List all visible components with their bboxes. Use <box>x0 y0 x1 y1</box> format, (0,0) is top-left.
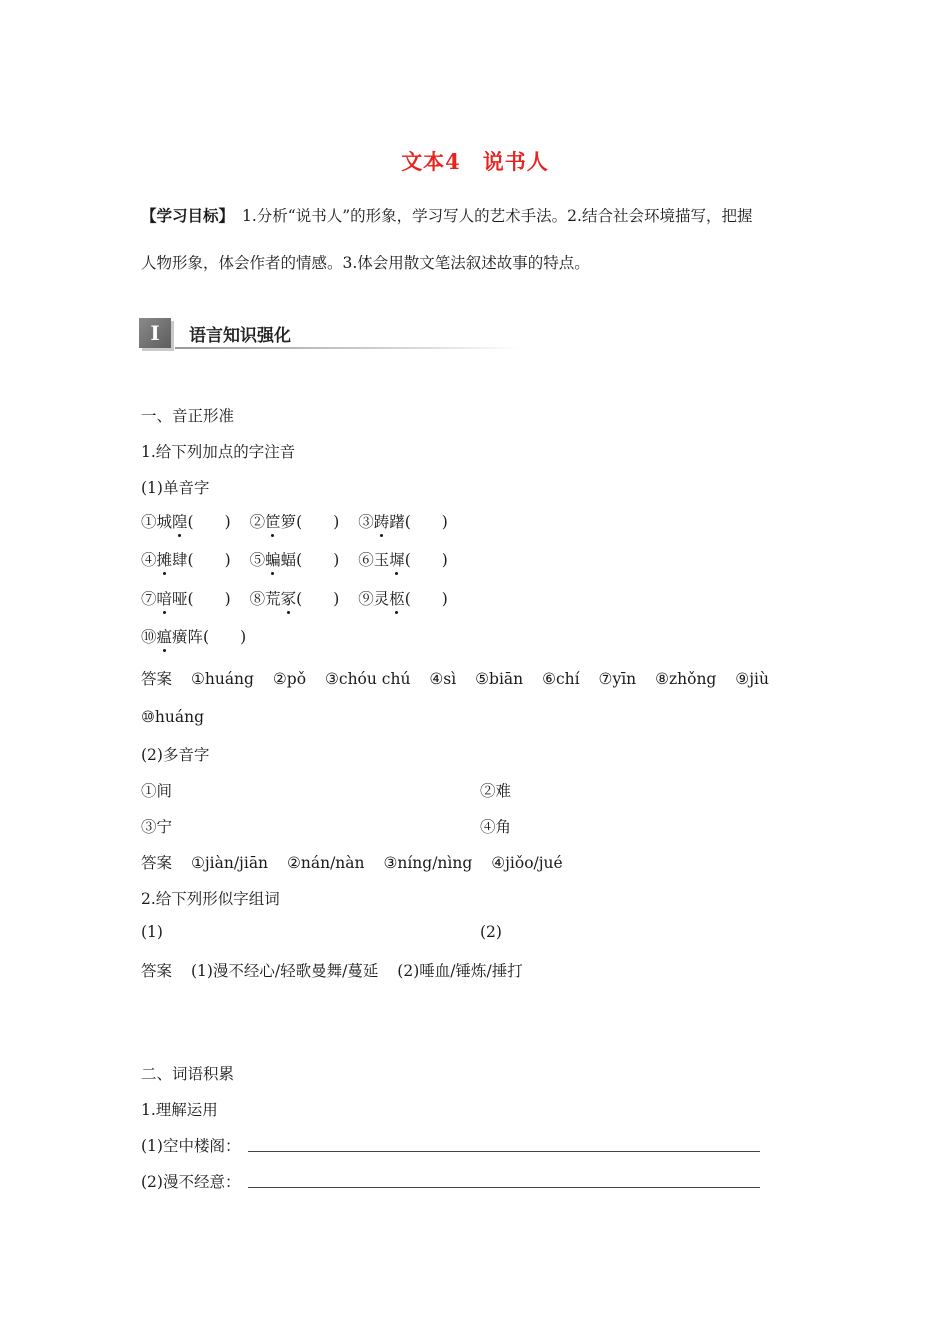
multi-item-2: ②难 <box>480 782 512 800</box>
answer-label: 答案 <box>141 670 173 688</box>
page-title: 文本4 说书人 <box>401 149 549 174</box>
part2-item-2: (2)漫不经意： <box>141 1173 241 1191</box>
answer-item: ⑦yīn <box>598 670 637 688</box>
answer-blank-line-2[interactable] <box>248 1187 760 1188</box>
answer-item: ①jiàn/jiān <box>190 854 269 872</box>
question-1-sub1: (1)单音字 <box>141 479 210 497</box>
pinyin-row-3 <box>141 587 448 609</box>
answer-item: ②nán/nàn <box>286 854 365 872</box>
section-badge: I <box>139 318 171 348</box>
learning-goals-label: 【学习目标】 <box>141 206 235 225</box>
pinyin-row-1 <box>141 510 448 532</box>
answer-3 <box>141 959 523 981</box>
pinyin-item: ⑦喑哑( ) <box>141 590 231 608</box>
multi-item-3: ③宁 <box>141 818 173 836</box>
answer-label: 答案 <box>141 962 173 980</box>
section-banner <box>139 318 519 350</box>
answer-2 <box>141 851 563 873</box>
answer-item: ④sì <box>429 670 457 688</box>
section-title: 语言知识强化 <box>189 326 291 346</box>
answer-item: ③níng/nìng <box>383 854 473 872</box>
pinyin-item: ②笸箩( ) <box>249 513 340 531</box>
pinyin-item: ④摊肆( ) <box>141 551 231 569</box>
answer-blank-line-1[interactable] <box>248 1151 760 1152</box>
pinyin-item: ⑨灵柩( ) <box>358 590 448 608</box>
answer-item: ④jiǒo/jué <box>491 854 563 872</box>
answer-1 <box>141 667 769 689</box>
answer-item: (2)唾血/锤炼/捶打 <box>397 962 523 980</box>
answer-item: ⑥chí <box>542 670 580 688</box>
answer-item: ⑧zhǒng <box>655 670 717 688</box>
pinyin-item: ⑩瘟癀阵( ) <box>141 628 247 646</box>
answer-label: 答案 <box>141 854 173 872</box>
question-1: 1.给下列加点的字注音 <box>141 443 296 461</box>
learning-goals-text1: 1.分析“说书人”的形象，学习写人的艺术手法。2.结合社会环境描写，把握 <box>242 207 753 225</box>
part2-question-1: 1.理解运用 <box>141 1101 218 1119</box>
answer-item: ⑨jiù <box>735 670 769 688</box>
answer-item: ③chóu chú <box>325 670 411 688</box>
question-2-item-1: (1) <box>141 923 163 941</box>
answer-item: ①huáng <box>190 670 254 688</box>
question-1-sub2: (2)多音字 <box>141 746 210 764</box>
question-2-item-2: (2) <box>480 923 502 941</box>
pinyin-item: ⑤蝙蝠( ) <box>249 551 340 569</box>
pinyin-item: ⑧荒冢( ) <box>249 590 340 608</box>
part2-heading: 二、词语积累 <box>141 1065 235 1083</box>
pinyin-row-4 <box>141 625 246 647</box>
learning-goals-line1 <box>141 206 752 226</box>
pinyin-item: ①城隍( ) <box>141 513 231 531</box>
part2-item-1: (1)空中楼阁： <box>141 1137 241 1155</box>
question-2: 2.给下列形似字组词 <box>141 890 280 908</box>
answer-item: (1)漫不经心/轻歌曼舞/蔓延 <box>190 962 379 980</box>
multi-item-4: ④角 <box>480 818 512 836</box>
part1-heading: 一、音正形准 <box>141 407 235 425</box>
answer-item: ②pǒ <box>272 670 307 688</box>
pinyin-item: ⑥玉墀( ) <box>358 551 448 569</box>
answer-item: ⑤biān <box>475 670 524 688</box>
pinyin-item: ③踌躇( ) <box>358 513 448 531</box>
answer-1-line2: ⑩huáng <box>141 708 205 726</box>
pinyin-row-2 <box>141 548 448 570</box>
learning-goals-line2: 人物形象，体会作者的情感。3.体会用散文笔法叙述故事的特点。 <box>141 254 590 272</box>
multi-item-1: ①间 <box>141 782 173 800</box>
section-rule <box>175 347 519 349</box>
